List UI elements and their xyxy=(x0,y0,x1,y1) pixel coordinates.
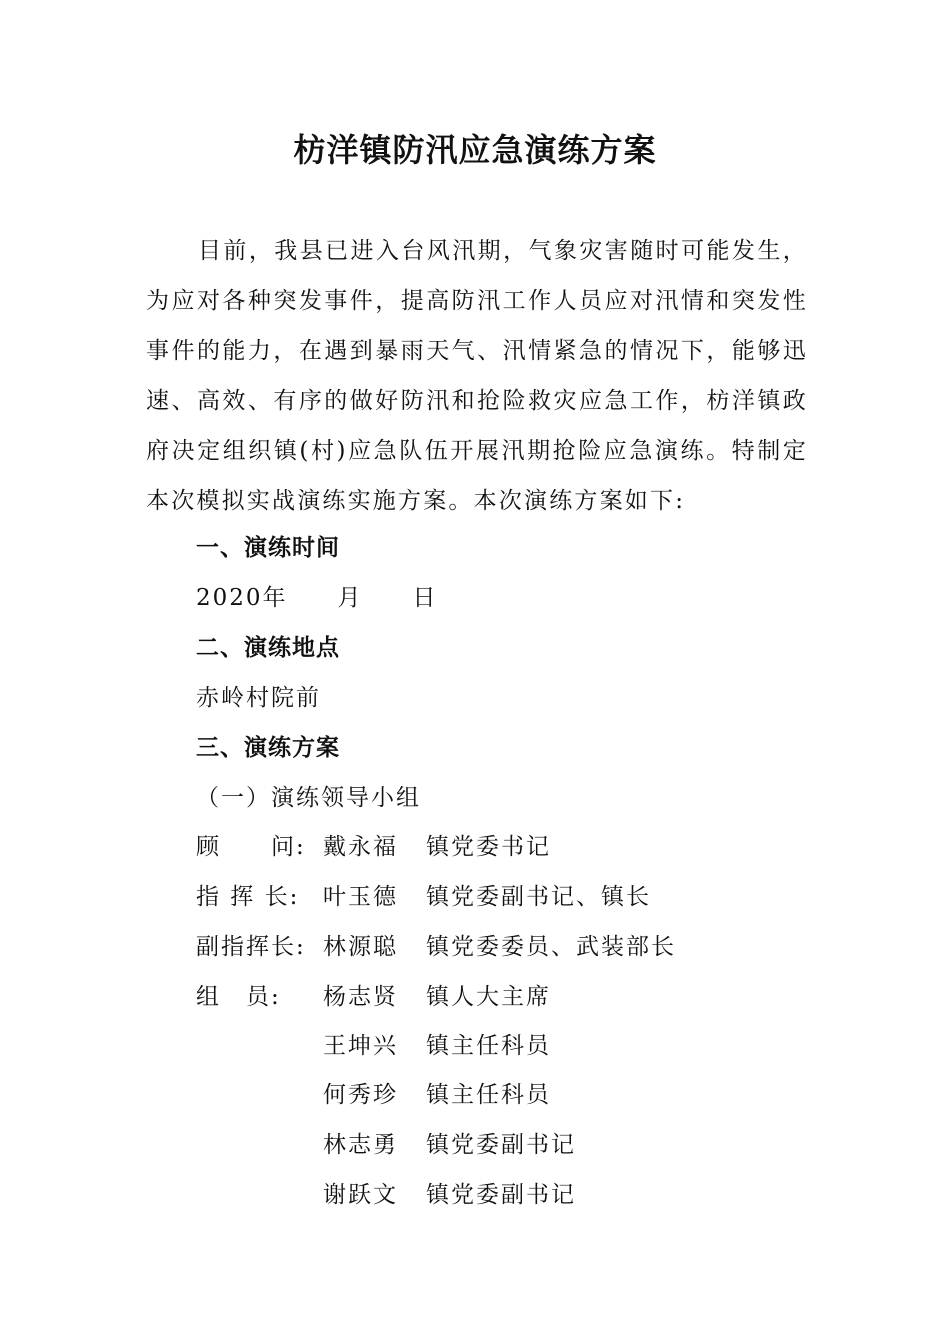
document-title: 枋洋镇防汛应急演练方案 xyxy=(293,131,657,169)
section-place-heading: 二、演练地点 xyxy=(196,635,340,661)
section-time-heading: 一、演练时间 xyxy=(196,535,340,561)
member-role: 组 员: xyxy=(196,984,281,1010)
member-title: 镇主任科员 xyxy=(426,1082,551,1108)
member-title: 镇主任科员 xyxy=(426,1033,551,1059)
section-place-value: 赤岭村院前 xyxy=(196,685,321,711)
subsection-group-heading: （一）演练领导小组 xyxy=(196,785,421,811)
member-title: 镇党委书记 xyxy=(426,834,551,860)
member-name: 林源聪 xyxy=(323,934,398,960)
member-title: 镇党委副书记 xyxy=(426,1132,576,1158)
section-time-value: 2020年 月 日 xyxy=(196,585,438,611)
intro-paragraph: 目前，我县已进入台风汛期，气象灾害随时可能发生，为应对各种突发事件，提高防汛工作人员应对汛情和突发性事件的能力，在遇到暴雨天气、汛情紧急的情况下，能够迅速、高效、有序的做好防汛和抢险救灾应急工作，枋洋镇政府决定组织镇(村)应急队伍开展汛期抢险应急演练。特制定本次模拟实战演练实施方案。本次演练方案如下: xyxy=(146,238,808,514)
member-name: 王坤兴 xyxy=(323,1033,398,1059)
member-name: 谢跃文 xyxy=(323,1182,398,1208)
member-name: 戴永福 xyxy=(323,834,398,860)
section-plan-heading: 三、演练方案 xyxy=(196,735,340,761)
member-role: 指 挥 长: xyxy=(196,884,300,910)
member-name: 何秀珍 xyxy=(323,1082,398,1108)
member-role: 副指挥长: xyxy=(196,934,306,960)
member-title: 镇党委委员、武装部长 xyxy=(426,934,676,960)
member-name: 叶玉德 xyxy=(323,884,398,910)
member-title: 镇人大主席 xyxy=(426,984,551,1010)
member-title: 镇党委副书记、镇长 xyxy=(426,884,651,910)
member-title: 镇党委副书记 xyxy=(426,1182,576,1208)
member-role: 顾 问: xyxy=(196,834,306,860)
member-name: 杨志贤 xyxy=(323,984,398,1010)
member-name: 林志勇 xyxy=(323,1132,398,1158)
